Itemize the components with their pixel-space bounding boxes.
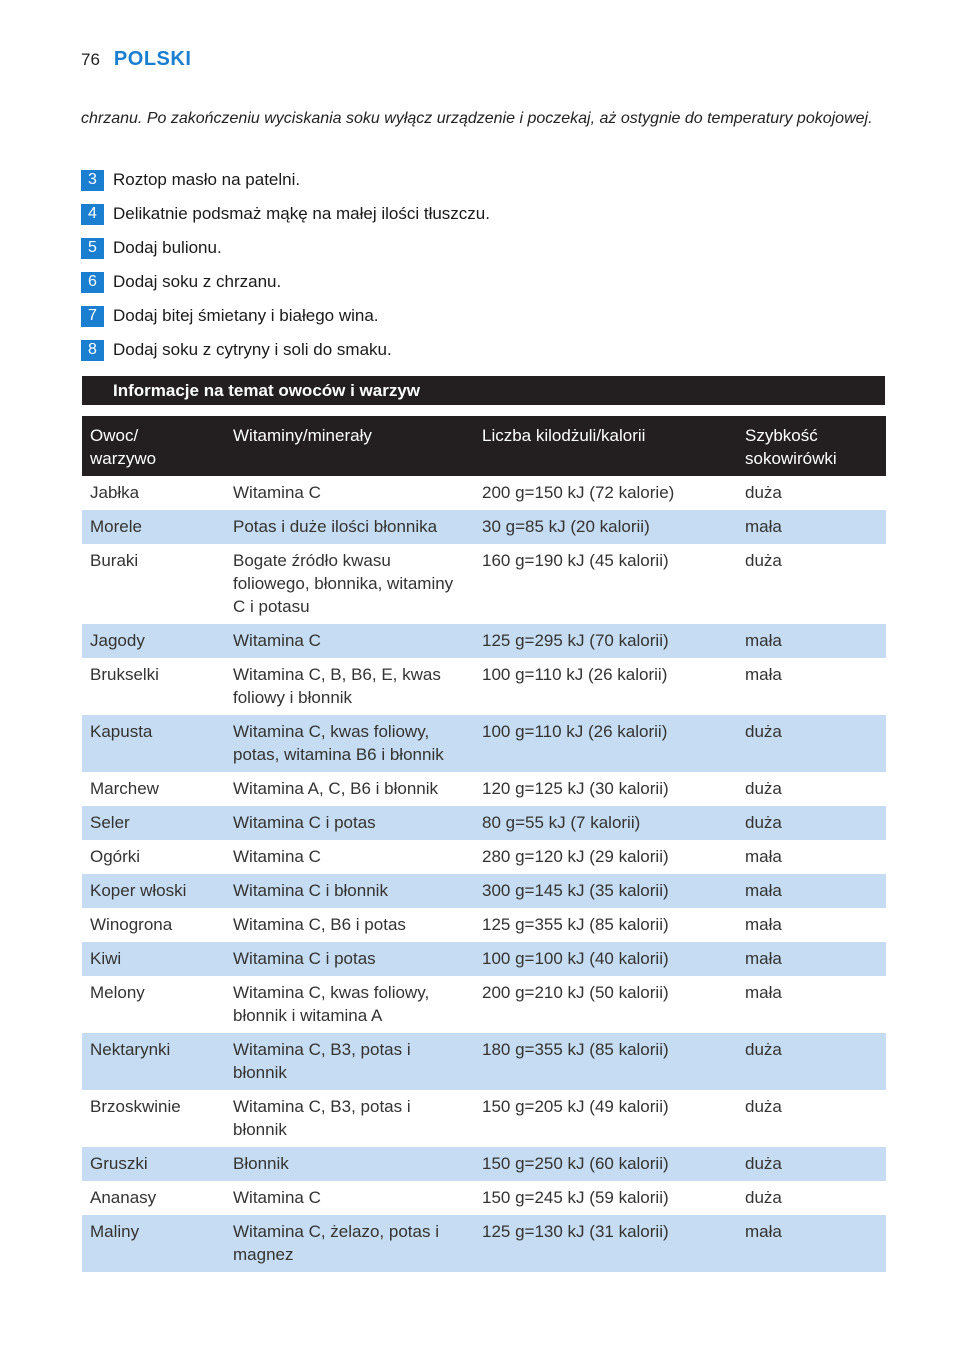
cell-fruit: Brzoskwinie: [90, 1097, 181, 1116]
cell-energy: 125 g=355 kJ (85 kalorii): [482, 915, 669, 934]
table-row: [82, 874, 886, 908]
cell-speed: duża: [737, 806, 886, 840]
cell-fruit: Ananasy: [90, 1188, 157, 1207]
step-number: 5: [81, 238, 104, 259]
cell-energy: 80 g=55 kJ (7 kalorii): [474, 806, 737, 840]
table-row: [82, 976, 886, 1033]
cell-vitamins: Witamina C: [225, 624, 474, 658]
cell-vitamins: Bogate źródło kwasu foliowego, błonnika, witaminy C i potasu: [233, 551, 454, 616]
step-number: 4: [81, 204, 104, 225]
cell-energy: 160 g=190 kJ (45 kalorii): [482, 551, 669, 570]
cell-energy: 100 g=100 kJ (40 kalorii): [474, 942, 737, 976]
cell-vitamins: Potas i duże ilości błonnika: [225, 510, 474, 544]
step-text: Dodaj bulionu.: [113, 238, 222, 257]
step-item: [81, 299, 490, 333]
step-number: 6: [81, 272, 104, 293]
table-row: [82, 510, 886, 544]
column-header-energy: Liczba kilodżuli/kalorii: [474, 416, 737, 476]
cell-speed: duża: [737, 1147, 886, 1181]
cell-fruit: Nektarynki: [82, 1033, 225, 1090]
step-item: [81, 265, 490, 299]
intro-text: chrzanu. Po zakończeniu wyciskania soku wyłącz urządzenie i poczekaj, aż ostygnie do temperatury pokojowej.: [81, 110, 873, 127]
step-item: [81, 333, 490, 367]
page-number: 76: [81, 50, 100, 69]
cell-energy: 200 g=150 kJ (72 kalorie): [482, 483, 675, 502]
cell-fruit: Brukselki: [90, 665, 159, 684]
table-row: [82, 772, 886, 806]
cell-fruit: Koper włoski: [82, 874, 225, 908]
cell-vitamins: Błonnik: [225, 1147, 474, 1181]
cell-energy: 300 g=145 kJ (35 kalorii): [474, 874, 737, 908]
cell-speed: mała: [737, 1215, 886, 1272]
cell-vitamins: Witamina C i błonnik: [225, 874, 474, 908]
cell-vitamins: Witamina C: [233, 483, 321, 502]
cell-speed: mała: [745, 665, 782, 684]
table-row: [82, 806, 886, 840]
cell-vitamins: Witamina C i potas: [225, 942, 474, 976]
cell-vitamins: Witamina C, kwas foliowy, błonnik i witamina A: [233, 983, 430, 1025]
table-row: [82, 942, 886, 976]
cell-energy: 150 g=245 kJ (59 kalorii): [482, 1188, 669, 1207]
column-header-fruit: Owoc/ warzywo: [82, 416, 225, 476]
table-row: [82, 658, 886, 715]
cell-fruit: Kapusta: [82, 715, 225, 772]
cell-vitamins: Witamina C, żelazo, potas i magnez: [225, 1215, 474, 1272]
section-title: Informacje na temat owoców i warzyw: [82, 376, 885, 405]
cell-fruit: Jabłka: [90, 483, 140, 502]
step-number: 8: [81, 340, 104, 361]
cell-speed: mała: [737, 874, 886, 908]
cell-fruit: Maliny: [82, 1215, 225, 1272]
cell-fruit: Kiwi: [82, 942, 225, 976]
cell-fruit: Winogrona: [90, 915, 173, 934]
step-text: Dodaj soku z cytryny i soli do smaku.: [113, 340, 392, 359]
table-row: [82, 1181, 886, 1215]
cell-energy: 100 g=110 kJ (26 kalorii): [474, 715, 737, 772]
step-item: [81, 163, 490, 197]
language-title: POLSKI: [113, 48, 192, 70]
table-row: [82, 1090, 886, 1147]
cell-vitamins: Witamina A, C, B6 i błonnik: [233, 779, 439, 798]
column-header-speed: Szybkość sokowirówki: [737, 416, 886, 476]
cell-energy: 100 g=110 kJ (26 kalorii): [482, 665, 668, 684]
table-row: [82, 624, 886, 658]
step-text: Dodaj soku z chrzanu.: [113, 272, 282, 291]
table-header-row: [82, 416, 886, 476]
cell-vitamins: Witamina C, B, B6, E, kwas foliowy i błonnik: [233, 665, 441, 707]
step-item: [81, 197, 490, 231]
cell-vitamins: Witamina C i potas: [225, 806, 474, 840]
table-body: [82, 476, 886, 1272]
cell-speed: duża: [745, 551, 782, 570]
cell-speed: duża: [745, 483, 782, 502]
cell-speed: mała: [737, 624, 886, 658]
step-number: 3: [81, 170, 104, 191]
cell-speed: duża: [745, 1188, 782, 1207]
column-header-vitamins: Witaminy/minerały: [225, 416, 474, 476]
step-text: Delikatnie podsmaż mąkę na małej ilości tłuszczu.: [113, 204, 490, 223]
cell-speed: duża: [745, 779, 782, 798]
steps-list: [81, 163, 490, 367]
cell-speed: duża: [737, 715, 886, 772]
cell-energy: 125 g=295 kJ (70 kalorii): [474, 624, 737, 658]
table-row: [82, 1215, 886, 1272]
cell-energy: 30 g=85 kJ (20 kalorii): [474, 510, 737, 544]
table-row: [82, 544, 886, 624]
table-row: [82, 476, 886, 510]
cell-fruit: Morele: [82, 510, 225, 544]
step-text: Dodaj bitej śmietany i białego wina.: [113, 306, 379, 325]
cell-energy: 125 g=130 kJ (31 kalorii): [474, 1215, 737, 1272]
cell-energy: 180 g=355 kJ (85 kalorii): [474, 1033, 737, 1090]
cell-vitamins: Witamina C: [233, 847, 321, 866]
table-row: [82, 1033, 886, 1090]
cell-fruit: Gruszki: [82, 1147, 225, 1181]
table-row: [82, 908, 886, 942]
table-row: [82, 715, 886, 772]
cell-fruit: Marchew: [90, 779, 159, 798]
cell-energy: 150 g=250 kJ (60 kalorii): [474, 1147, 737, 1181]
table-row: [82, 1147, 886, 1181]
cell-speed: mała: [737, 510, 886, 544]
cell-vitamins: Witamina C, B6 i potas: [233, 915, 406, 934]
cell-speed: mała: [737, 942, 886, 976]
cell-energy: 200 g=210 kJ (50 kalorii): [482, 983, 669, 1002]
cell-fruit: Seler: [82, 806, 225, 840]
table-row: [82, 840, 886, 874]
cell-energy: 150 g=205 kJ (49 kalorii): [482, 1097, 669, 1116]
page-header: [81, 48, 191, 71]
cell-speed: mała: [745, 847, 782, 866]
cell-vitamins: Witamina C: [233, 1188, 321, 1207]
cell-vitamins: Witamina C, B3, potas i błonnik: [233, 1097, 411, 1139]
cell-fruit: Jagody: [82, 624, 225, 658]
cell-energy: 280 g=120 kJ (29 kalorii): [482, 847, 669, 866]
cell-speed: duża: [745, 1097, 782, 1116]
cell-speed: mała: [745, 983, 782, 1002]
cell-energy: 120 g=125 kJ (30 kalorii): [482, 779, 669, 798]
step-number: 7: [81, 306, 104, 327]
cell-fruit: Ogórki: [90, 847, 141, 866]
step-text: Roztop masło na patelni.: [113, 170, 301, 189]
nutrition-table: [82, 416, 886, 1272]
step-item: [81, 231, 490, 265]
cell-fruit: Buraki: [90, 551, 139, 570]
cell-speed: mała: [745, 915, 782, 934]
cell-vitamins: Witamina C, kwas foliowy, potas, witamina B6 i błonnik: [225, 715, 474, 772]
cell-speed: duża: [737, 1033, 886, 1090]
cell-vitamins: Witamina C, B3, potas i błonnik: [225, 1033, 474, 1090]
cell-fruit: Melony: [90, 983, 145, 1002]
